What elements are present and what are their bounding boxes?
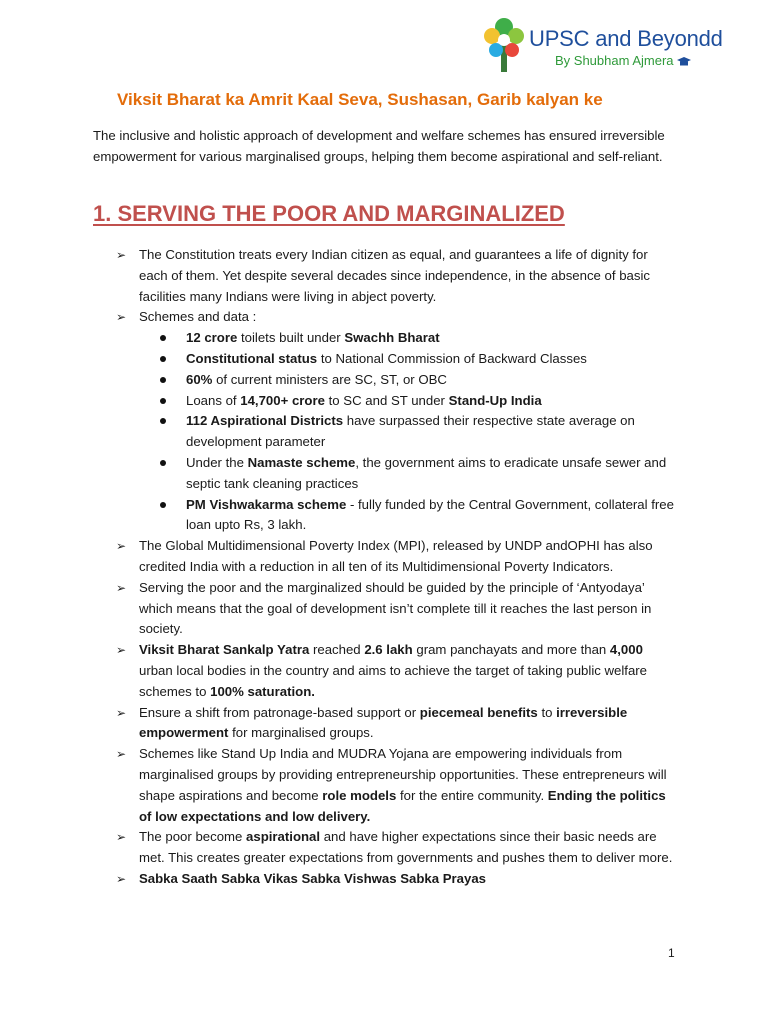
section-heading: 1. SERVING THE POOR AND MARGINALIZED — [93, 201, 565, 226]
arrow-bullet-icon: ➢ — [116, 539, 127, 554]
dot-bullet-icon — [160, 398, 166, 404]
bullet-list — [0, 245, 768, 890]
sub-list-item: Loans of 14,700+ crore to SC and ST under Stand-Up India — [0, 391, 676, 412]
page-number: 1 — [668, 946, 675, 960]
dot-bullet-icon — [160, 356, 166, 362]
tree-logo-icon — [480, 14, 528, 74]
document-title: Viksit Bharat ka Amrit Kaal Seva, Sushasan, Garib kalyan ke — [117, 90, 603, 109]
logo-title: UPSC and Beyondd — [529, 26, 723, 51]
arrow-bullet-icon: ➢ — [116, 871, 127, 886]
sub-list-item: 60% of current ministers are SC, ST, or OBC — [0, 370, 676, 391]
list-item: ➢ Serving the poor and the marginalized should be guided by the principle of ‘Antyodaya’ which means that the goal of development isn’t complete till it reaches the last person in society. — [116, 579, 652, 637]
list-item: ➢ The poor become aspirational and have higher expectations since their basic needs are met. This creates greater expectations from governments and pushes them to deliver more. — [116, 829, 673, 866]
list-item: ➢ Ensure a shift from patronage-based support or piecemeal benefits to irreversible empowerment for marginalised groups. — [116, 704, 628, 741]
sub-list-item: Constitutional status to National Commission of Backward Classes — [0, 349, 676, 370]
dot-bullet-icon — [160, 502, 166, 508]
list-item: ➢ Schemes like Stand Up India and MUDRA Yojana are empowering individuals from marginalised groups by providing entrepreneurship opportunities. These entrepreneurs will shape aspirations and become role models for the entire community. Ending the politics of low expectations and low delivery. — [116, 746, 667, 824]
sub-list-item: 112 Aspirational Districts have surpassed their respective state average on development parameter — [0, 411, 676, 453]
dot-bullet-icon — [160, 418, 166, 424]
brand-logo — [480, 14, 750, 76]
list-item: ➢ The Constitution treats every Indian citizen as equal, and guarantees a life of dignity for each of them. Yet despite several decades since independence, in the absence of basic facilities many Indians were living in abject poverty. — [116, 247, 651, 304]
logo-subtitle: By Shubham Ajmera — [555, 53, 691, 68]
arrow-bullet-icon: ➢ — [116, 248, 127, 262]
dot-bullet-icon — [160, 335, 166, 341]
dot-bullet-icon — [160, 377, 166, 383]
intro-paragraph: The inclusive and holistic approach of development and welfare schemes has ensured irreversible empowerment for various marginalised groups, helping them become aspirational and self-reliant. — [93, 128, 665, 164]
arrow-bullet-icon: ➢ — [116, 643, 127, 658]
graduation-cap-icon — [677, 57, 691, 67]
arrow-bullet-icon: ➢ — [116, 580, 127, 595]
list-item: ➢ Viksit Bharat Sankalp Yatra reached 2.6 lakh gram panchayats and more than 4,000 urban local bodies in the country and aims to achieve the target of taking public welfare schemes to 100% saturation. — [116, 642, 648, 699]
sub-list-item: 12 crore toilets built under Swachh Bharat — [0, 328, 676, 349]
arrow-bullet-icon: ➢ — [116, 705, 127, 720]
list-item: ➢ Sabka Saath Sabka Vikas Sabka Vishwas Sabka Prayas — [0, 869, 674, 890]
sub-list-item: Under the Namaste scheme, the government aims to eradicate unsafe sewer and septic tank cleaning practices — [0, 453, 676, 495]
dot-bullet-icon — [160, 460, 166, 466]
schemes-sublist — [0, 328, 768, 536]
arrow-bullet-icon: ➢ — [116, 830, 127, 845]
list-item: ➢ The Global Multidimensional Poverty Index (MPI), released by UNDP andOPHI has also credited India with a reduction in all ten of its Multidimensional Poverty Indicators. — [116, 538, 653, 574]
sub-list-item: PM Vishwakarma scheme - fully funded by the Central Government, collateral free loan upto Rs, 3 lakh. — [0, 495, 676, 537]
arrow-bullet-icon: ➢ — [116, 747, 127, 762]
arrow-bullet-icon: ➢ — [116, 310, 127, 325]
list-item: ➢ Schemes and data : — [0, 307, 674, 328]
